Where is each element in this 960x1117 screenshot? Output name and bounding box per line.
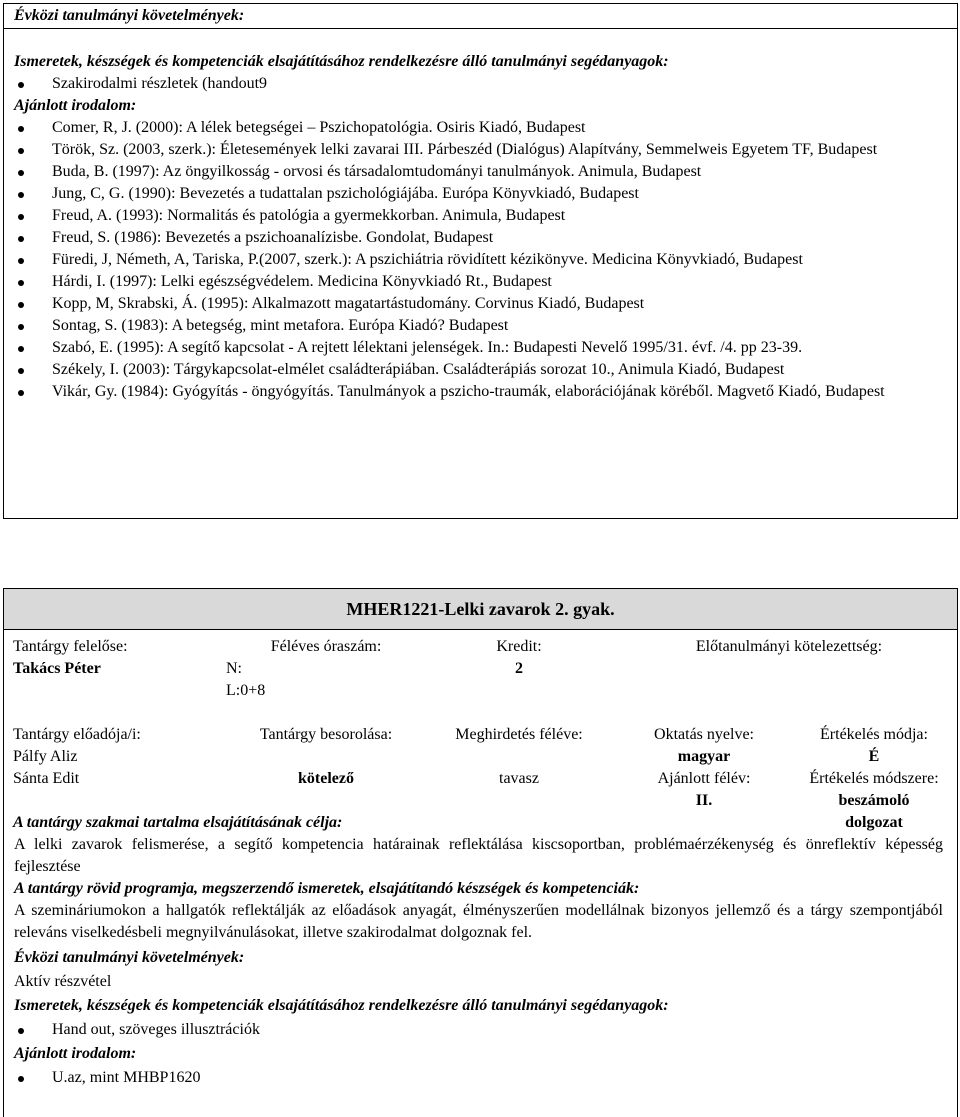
responsible-label: Tantárgy felelőse: — [13, 638, 128, 655]
list-item: Török, Sz. (2003, szerk.): Életesemények lelki zavarai III. Párbeszéd (Dialógus) Alapítvány, Semmelweis Egyetem TF, Budapest — [4, 139, 943, 161]
list-item: U.az, mint MHBP1620 — [4, 1066, 957, 1090]
responsible-name: Takács Péter — [13, 660, 101, 677]
bullet-icon — [18, 1028, 24, 1034]
program-text: A szemináriumokon a hallgatók reflektálják az előadások anyagát, élményszerűen modellálnak bizonyos jellemző és a tárgy szempontjából releváns viselkedésbeli megnyilvánulásokat, illetve szakirodalmat dolgoznak fel. — [14, 902, 943, 941]
evaluation-method-label: Értékelés módszere: — [809, 770, 939, 787]
list-item: Székely, I. (2003): Tárgykapcsolat-elmélet családterápiában. Családterápiás sorozat 10., Animula Kiadó, Budapest — [4, 359, 943, 381]
credit-value: 2 — [515, 660, 523, 677]
semester-label: Meghirdetés féléve: — [455, 726, 583, 743]
recommended-semester-label: Ajánlott félév: — [657, 770, 751, 787]
lecturer-1: Pálfy Aliz — [13, 748, 78, 765]
reference-list — [4, 1066, 957, 1090]
materials-list — [4, 1018, 957, 1042]
interim-requirements-heading: Évközi tanulmányi követelmények: — [14, 7, 245, 24]
course-title: MHER1221-Lelki zavarok 2. gyak. — [346, 599, 615, 619]
evaluation-mode-label: Értékelés módja: — [820, 726, 928, 743]
list-item: Comer, R, J. (2000): A lélek betegségei – Pszichopatológia. Osiris Kiadó, Budapest — [4, 117, 943, 139]
language-label: Oktatás nyelve: — [654, 726, 754, 743]
interim-requirements-text: Aktív részvétel — [14, 973, 112, 990]
program-heading: A tantárgy rövid programja, megszerzendő ismeretek, elsajátítandó készségek és kompetenciák: — [14, 880, 640, 897]
course-title-bar — [4, 589, 957, 629]
list-item: Kopp, M, Skrabski, Á. (1995): Alkalmazott magatartástudomány. Corvinus Kiadó, Budapest — [4, 293, 943, 315]
bullet-icon — [18, 368, 24, 374]
list-item: Sontag, S. (1983): A betegség, mint metafora. Európa Kiadó? Budapest — [4, 315, 943, 337]
semester-value: tavasz — [499, 770, 539, 787]
bullet-icon — [18, 82, 24, 88]
materials-heading: Ismeretek, készségek és kompetenciák elsajátításához rendelkezésre álló tanulmányi segédanyagok: — [14, 53, 669, 70]
course-box — [3, 588, 958, 1117]
evaluation-mode-value: É — [868, 748, 880, 765]
classification-label: Tantárgy besorolása: — [259, 726, 393, 743]
classification-value: kötelező — [298, 770, 354, 787]
lecturer-label: Tantárgy előadója/i: — [13, 726, 141, 743]
interim-requirements-heading: Évközi tanulmányi követelmények: — [14, 949, 245, 966]
bullet-icon — [18, 390, 24, 396]
list-item: Szabó, E. (1995): A segítő kapcsolat - A rejtett lélektani jelenségek. In.: Budapesti Nevelő 1995/31. évf. /4. pp 23-39. — [4, 337, 943, 359]
course-info-grid — [4, 629, 957, 834]
bullet-icon — [18, 126, 24, 132]
recommended-literature-heading: Ajánlott irodalom: — [14, 97, 137, 114]
language-value: magyar — [677, 748, 731, 765]
list-item: Füredi, J, Németh, A, Tariska, P.(2007, szerk.): A pszichiátria rövidített kézikönyve. Medicina Könyvkiadó, Budapest — [4, 249, 943, 271]
list-item: Freud, A. (1993): Normalitás és patológia a gyermekkorban. Animula, Budapest — [4, 205, 943, 227]
bullet-icon — [18, 170, 24, 176]
bullet-icon — [18, 1076, 24, 1082]
list-item: Vikár, Gy. (1984): Gyógyítás - öngyógyítás. Tanulmányok a pszicho-traumák, elaborációjának köréből. Magvető Kiadó, Budapest — [4, 381, 943, 403]
recommended-literature-heading: Ajánlott irodalom: — [14, 1045, 137, 1062]
list-item: Szakirodalmi részletek (handout9 — [4, 73, 957, 95]
credit-label: Kredit: — [496, 638, 542, 655]
list-item: Hárdi, I. (1997): Lelki egészségvédelem. Medicina Könyvkiadó Rt., Budapest — [4, 271, 943, 293]
list-item: Buda, B. (1997): Az öngyilkosság - orvosi és társadalomtudományi tanulmányok. Animula, Budapest — [4, 161, 943, 183]
bullet-icon — [18, 214, 24, 220]
evaluation-method-value-2: dolgozat — [845, 814, 903, 831]
bullet-icon — [18, 236, 24, 242]
reference-list — [4, 117, 957, 403]
list-item: Freud, S. (1986): Bevezetés a pszichoanalízisbe. Gondolat, Budapest — [4, 227, 943, 249]
bullet-icon — [18, 324, 24, 330]
list-item: Jung, C, G. (1990): Bevezetés a tudattalan pszichológiájába. Európa Könyvkiadó, Budapest — [4, 183, 943, 205]
bullet-icon — [18, 192, 24, 198]
bullet-icon — [18, 258, 24, 264]
lecturer-2: Sánta Edit — [13, 770, 80, 787]
goal-heading: A tantárgy szakmai tartalma elsajátításának célja: — [13, 814, 343, 831]
materials-heading: Ismeretek, készségek és kompetenciák elsajátításához rendelkezésre álló tanulmányi segédanyagok: — [14, 997, 669, 1014]
hours-n: N: — [226, 660, 242, 677]
prerequisite-label: Előtanulmányi kötelezettség: — [695, 638, 883, 655]
hours-label: Féléves óraszám: — [270, 638, 382, 655]
bullet-icon — [18, 346, 24, 352]
upper-requirements-box — [3, 3, 958, 519]
list-item: Hand out, szöveges illusztrációk — [4, 1018, 957, 1042]
materials-list — [4, 73, 957, 95]
evaluation-method-value-1: beszámoló — [838, 792, 910, 809]
hours-l: L:0+8 — [226, 682, 266, 699]
bullet-icon — [18, 148, 24, 154]
bullet-icon — [18, 280, 24, 286]
recommended-semester-value: II. — [695, 792, 713, 809]
goal-text: A lelki zavarok felismerése, a segítő kompetencia határainak reflektálása kiscsoportban, problémaérzékenység és önreflektív képesség fejlesztése — [14, 836, 943, 875]
bullet-icon — [18, 302, 24, 308]
